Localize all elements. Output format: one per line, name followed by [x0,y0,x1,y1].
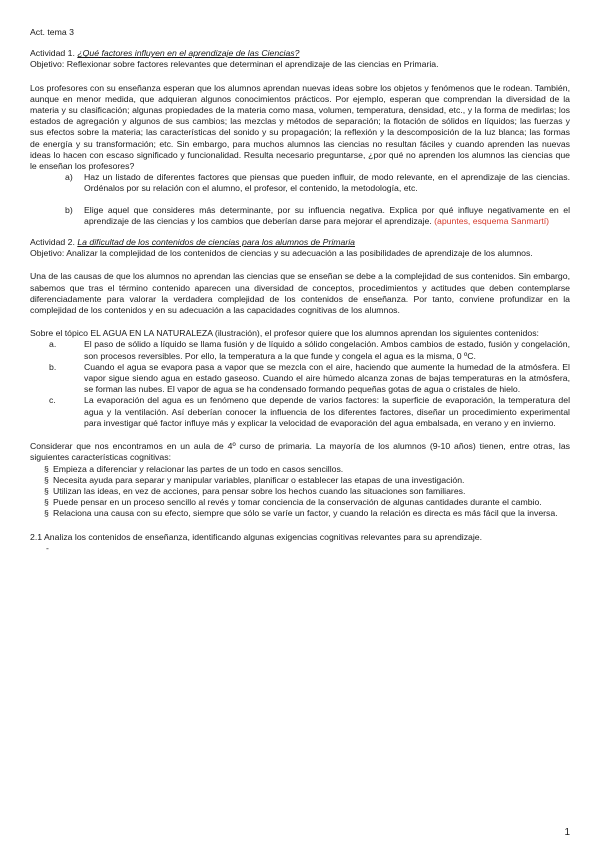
activity-2-label: Actividad 2. [30,237,78,248]
page-number: 1 [564,827,570,838]
activity-2-paragraph-1: Una de las causas de que los alumnos no aprendan las ciencias que se enseñan se debe a la complejidad de sus contenidos. Sin embargo, sabemos que tras el término contenido aparecen una diversidad de conceptos, procedimientos y actitudes que deben contemplarse diferenciadamente para valorar la verdadera complejidad de los contenidos de enseñanza. Por tanto, conviene profundizar en la complejidad de los contenidos y en su adecuación a las capacidades cognitivas de los alumnos. [30,271,570,316]
characteristic-text: Utilizan las ideas, en vez de acciones, para pensar sobre los hechos cuando las situaciones son familiares. [53,485,466,496]
objective-label: Objetivo: [30,59,65,70]
characteristic-text: Necesita ayuda para separar y manipular variables, planificar o establecer las etapas de una investigación. [53,474,465,485]
section-bullet-icon: § [44,485,49,496]
activity-1-label: Actividad 1. [30,48,78,59]
contents-list [30,339,570,429]
objective-text: Reflexionar sobre factores relevantes que determinan el aprendizaje de las ciencias en Primaria. [64,59,439,70]
question-2-1: 2.1 Analiza los contenidos de enseñanza, identificando algunas exigencias cognitivas relevantes para su aprendizaje. [30,531,483,542]
activity-1-paragraph: Los profesores con su enseñanza esperan que los alumnos aprendan nuevas ideas sobre los objetos y fenómenos que le rodean. También, aunque en menor medida, que adquieran algunos conocimientos prácticos. Por ejemplo, esperan que comprendan la diversidad de la materia y su clasificación; algunas propiedades de la materia como masa, volumen, temperatura, densidad, etc., y la forma de medirlas; los estados de agregación y algunos de sus cambios; las mezclas y métodos de separación; la flotación de sólidos en líquidos; las fuerzas y sus efectos sobre la materia; las características del sonido y su propagación; la reflexión y la descomposición de la luz blanca; las formas de energía y su transformación; etc. Sin embargo, para muchos alumnos las ciencias no resultan fáciles y cuando aprenden las nuevas ideas lo hacen con escaso significado y funcionalidad. Resulta necesario preguntarse, ¿por qué no aprenden los alumnos las ciencias que le enseñan los profesores? [30,82,570,172]
answer-dash: - [46,542,49,553]
activity-2-paragraph-2: Sobre el tópico EL AGUA EN LA NATURALEZA (ilustración), el profesor quiere que los alumnos aprendan los siguientes contenidos: [30,328,539,339]
content-text: Cuando el agua se evapora pasa a vapor que se mezcla con el aire, haciendo que aumente la humedad de la atmósfera. El vapor sigue siendo agua en estado gaseoso. Cuando el aire húmedo alcanza zonas de bajas temperaturas en la atmósfera, se forman las nubes. El vapor de agua se ha condensado formando pequeñas gotas de agua o cristales de hielo. [84,361,570,395]
section-bullet-icon: § [44,474,49,485]
characteristic-item [30,475,570,486]
content-item-a [30,339,570,361]
doc-header: Act. tema 3 [30,27,74,37]
characteristic-item [30,497,570,508]
content-marker: a. [49,339,57,350]
content-item-c [30,395,570,429]
question-text: Elige aquel que consideres más determinante, por su influencia negativa. Explica por qué influye negativamente en el aprendizaje de las ciencias y los cambios que deberían darse para mejorar el aprendizaje. [84,204,570,226]
characteristic-item [30,508,570,519]
section-bullet-icon: § [44,497,49,508]
document-page [30,27,570,554]
content-text: La evaporación del agua es un fenómeno que depende de varios factores: la superficie de evaporación, la temperatura del agua y la ventilación. Así deberían conocer la influencia de los diferentes factores, diseñar un procedimiento experimental para investigar qué factor influye más y explicar la velocidad de evaporación del agua embalsada, en verano y en invierno. [84,395,570,428]
characteristics-list [30,464,570,520]
content-text: El paso de sólido a líquido se llama fusión y de líquido a sólido congelación. Ambos cambios de estado, fusión y congelación, son procesos reversibles. Por ello, la temperatura a la que funde y congela el agua es la misma, 0 ºC. [84,339,570,361]
activity-1-title: ¿Qué factores influyen en el aprendizaje de las Ciencias? [77,48,300,59]
activity-2-paragraph-3: Considerar que nos encontramos en un aula de 4º curso de primaria. La mayoría de los alumnos (9-10 años) tienen, entre otras, las siguientes características cognitivas: [30,441,570,463]
characteristic-text: Puede pensar en un proceso sencillo al revés y tomar conciencia de la conservación de algunas cantidades durante el cambio. [53,497,542,508]
question-marker: a) [65,172,73,183]
activity-1-questions [30,172,570,227]
activity-1-objective [30,59,570,70]
characteristic-item [30,464,570,475]
content-item-b [30,362,570,396]
characteristic-text: Empieza a diferenciar y relacionar las partes de un todo en casos sencillos. [53,463,344,474]
characteristic-text: Relaciona una causa con su efecto, siempre que sólo se varíe un factor, y cuando la relación es directa es más fácil que la inversa. [53,508,558,519]
content-marker: c. [49,395,56,406]
question-marker: b) [65,204,73,215]
objective-label: Objetivo: [30,248,65,259]
question-a [30,172,570,194]
question-text: Haz un listado de diferentes factores que piensas que pueden influir, de modo relevante, en el aprendizaje de las ciencias. Ordénalos por su relación con el alumno, el profesor, el contenido, la metodología, etc. [84,172,570,194]
activity-2-objective [30,248,570,259]
question-b [30,205,570,227]
section-bullet-icon: § [44,508,49,519]
activity-2-title: La dificultad de los contenidos de ciencias para los alumnos de Primaria [77,237,356,248]
characteristic-item [30,486,570,497]
objective-text: Analizar la complejidad de los contenidos de ciencias y su adecuación a las posibilidades de aprendizaje de los alumnos. [64,248,533,259]
section-bullet-icon: § [44,463,49,474]
activity-1-heading [30,48,570,59]
handwritten-note: (apuntes, esquema Sanmartí) [434,215,550,226]
content-marker: b. [49,361,57,372]
activity-2-heading [30,237,570,248]
